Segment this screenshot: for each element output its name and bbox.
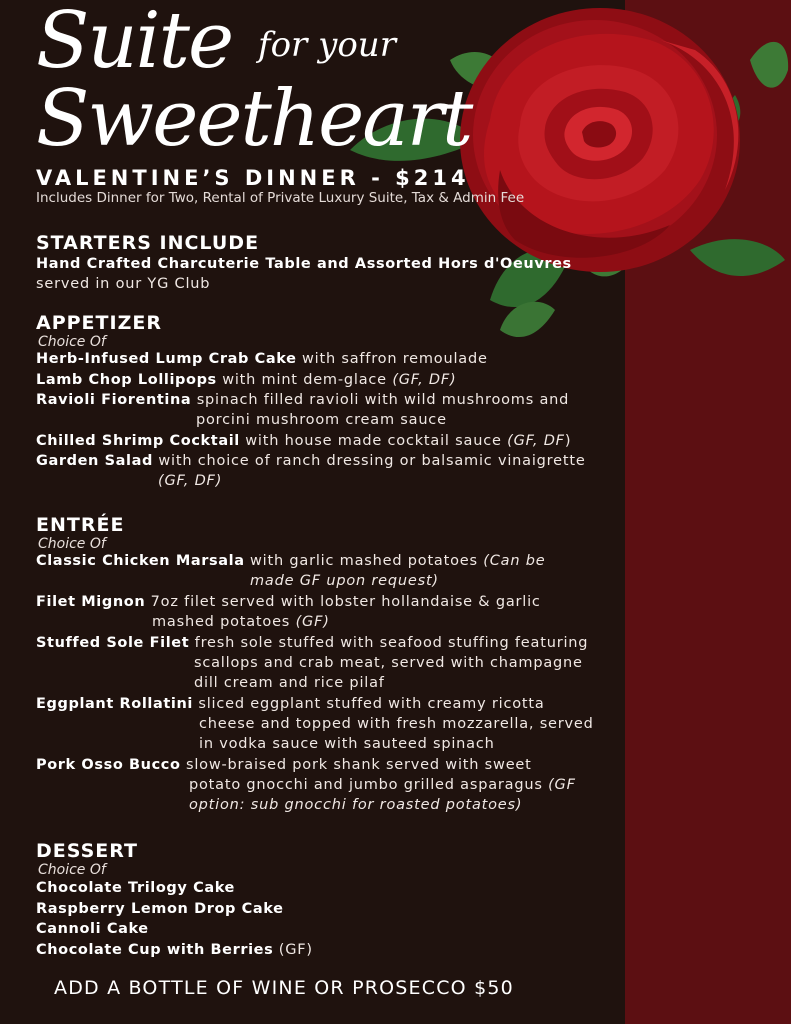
entree-choice: Choice Of	[38, 536, 106, 552]
appetizer-item: Lamb Chop Lollipops with mint dem-glace (GF, DF)	[36, 372, 457, 388]
entree-item: Pork Osso Bucco slow-braised pork shank served with sweet	[36, 757, 532, 773]
appetizer-choice: Choice Of	[38, 334, 106, 350]
entree-item-cont: potato gnocchi and jumbo grilled asparagus (GF	[189, 777, 576, 793]
dinner-headline: VALENTINE’S DINNER - $214	[36, 166, 470, 190]
title-for-your: for your	[258, 25, 396, 65]
entree-item-cont: made GF upon request)	[250, 573, 439, 589]
starters-heading: STARTERS INCLUDE	[36, 232, 260, 254]
entree-item: Stuffed Sole Filet fresh sole stuffed with seafood stuffing featuring	[36, 635, 589, 651]
entree-heading: ENTRÉE	[36, 514, 125, 536]
entree-item: Filet Mignon 7oz filet served with lobster hollandaise & garlic	[36, 594, 541, 610]
starters-line-2: served in our YG Club	[36, 276, 211, 292]
entree-item-cont: cheese and topped with fresh mozzarella, served	[199, 716, 594, 732]
dinner-includes: Includes Dinner for Two, Rental of Private Luxury Suite, Tax & Admin Fee	[36, 190, 525, 206]
dessert-item: Cannoli Cake	[36, 921, 149, 937]
dessert-choice: Choice Of	[38, 862, 106, 878]
dessert-item: Chocolate Trilogy Cake	[36, 880, 235, 896]
entree-item-cont: mashed potatoes (GF)	[152, 614, 330, 630]
appetizer-item: Chilled Shrimp Cocktail with house made cocktail sauce (GF, DF)	[36, 433, 572, 449]
entree-item-cont: dill cream and rice pilaf	[194, 675, 385, 691]
appetizer-item-cont: (GF, DF)	[158, 473, 223, 489]
appetizer-heading: APPETIZER	[36, 312, 162, 334]
title-sweetheart: Sweetheart	[36, 74, 472, 164]
dessert-item: Chocolate Cup with Berries (GF)	[36, 942, 313, 958]
wine-addon: ADD A BOTTLE OF WINE OR PROSECCO $50	[54, 977, 514, 999]
appetizer-item: Garden Salad with choice of ranch dressing or balsamic vinaigrette	[36, 453, 586, 469]
appetizer-item: Ravioli Fiorentina spinach filled ravioli with wild mushrooms and	[36, 392, 570, 408]
entree-item: Eggplant Rollatini sliced eggplant stuffed with creamy ricotta	[36, 696, 545, 712]
appetizer-item-cont: porcini mushroom cream sauce	[196, 412, 447, 428]
appetizer-item: Herb-Infused Lump Crab Cake with saffron remoulade	[36, 351, 488, 367]
entree-item-cont: option: sub gnocchi for roasted potatoes)	[189, 797, 523, 813]
starters-line-1: Hand Crafted Charcuterie Table and Assorted Hors d'Oeuvres	[36, 256, 572, 272]
entree-item-cont: scallops and crab meat, served with champagne	[194, 655, 583, 671]
title-suite: Suite	[36, 0, 233, 86]
dessert-item: Raspberry Lemon Drop Cake	[36, 901, 284, 917]
entree-item: Classic Chicken Marsala with garlic mashed potatoes (Can be	[36, 553, 546, 569]
entree-item-cont: in vodka sauce with sauteed spinach	[199, 736, 495, 752]
dessert-heading: DESSERT	[36, 840, 138, 862]
